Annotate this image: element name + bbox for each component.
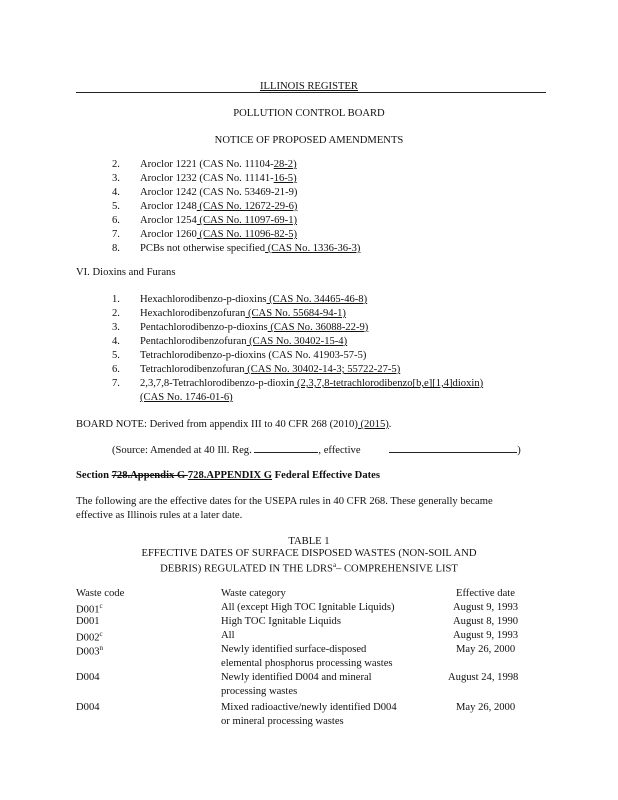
list-item: 4. Aroclor 1242 (CAS No. 53469-21-9) <box>112 187 298 198</box>
intro-line-2: effective as Illinois rules at a later date. <box>76 510 243 521</box>
register-title: ILLINOIS REGISTER <box>260 81 358 92</box>
intro-line-1: The following are the effective dates for the USEPA rules in 40 CFR 268. These generally became <box>76 496 493 507</box>
list-item: 6. Tetrachlorodibenzofuran (CAS No. 30402-14-3; 55722-27-5) <box>112 364 401 375</box>
cell-date: May 26, 2000 <box>456 702 516 713</box>
list-item: 3. Pentachlorodibenzo-p-dioxins (CAS No. 36088-22-9) <box>112 322 369 333</box>
header-waste-code: Waste code <box>76 588 125 599</box>
table-title-line-1: EFFECTIVE DATES OF SURFACE DISPOSED WASTES (NON-SOIL AND <box>141 548 477 559</box>
table-caption: TABLE 1 <box>288 536 330 547</box>
cell-code: D002$^c$ <box>76 630 103 644</box>
cell-category: Newly identified surface-disposed <box>221 644 367 655</box>
cell-code: D001$^c$ <box>76 602 103 616</box>
cell-date: August 24, 1998 <box>448 672 519 683</box>
list-item: 2. Aroclor 1221 (CAS No. 11104-28-2) <box>112 159 297 170</box>
list-item: 5. Aroclor 1248 (CAS No. 12672-29-6) <box>112 201 298 212</box>
board-title: POLLUTION CONTROL BOARD <box>233 108 385 119</box>
cell-code: D001 <box>76 616 100 627</box>
cell-date: August 9, 1993 <box>453 602 519 613</box>
section-vi-heading: VI. Dioxins and Furans <box>76 267 176 278</box>
list-item: 4. Pentachlorodibenzofuran (CAS No. 30402-15-4) <box>112 336 348 347</box>
cell-category-line-2: elemental phosphorus processing wastes <box>221 658 393 669</box>
cell-category: Newly identified D004 and mineral <box>221 672 372 683</box>
notice-title: NOTICE OF PROPOSED AMENDMENTS <box>214 135 404 146</box>
list-item: 7. Aroclor 1260 (CAS No. 11096-82-5) <box>112 229 298 240</box>
cell-date: May 26, 2000 <box>456 644 516 655</box>
cell-code: D004 <box>76 702 100 713</box>
source-note: (Source: Amended at 40 Ill. Reg. , effective ) <box>112 445 521 456</box>
list-item-continued: (CAS No. 1746-01-6) <box>140 392 233 403</box>
cell-date: August 9, 1993 <box>453 630 519 641</box>
cell-date: August 8, 1990 <box>453 616 519 627</box>
list-item: 3. Aroclor 1232 (CAS No. 11141-16-5) <box>112 173 297 184</box>
section-heading: Section 728.Appendix G 728.APPENDIX G Federal Effective Dates <box>76 470 380 481</box>
list-item: 8. PCBs not otherwise specified (CAS No. 1336-36-3) <box>112 243 361 254</box>
list-item: 1. Hexachlorodibenzo-p-dioxins (CAS No. 34465-46-8) <box>112 294 368 305</box>
list-item: 2. Hexachlorodibenzofuran (CAS No. 55684-94-1) <box>112 308 346 319</box>
table-title-line-2: DEBRIS) REGULATED IN THE LDRS$^a$– COMPREHENSIVE LIST <box>160 561 458 575</box>
cell-category: High TOC Ignitable Liquids <box>221 616 341 627</box>
cell-category-line-2: or mineral processing wastes <box>221 716 344 727</box>
list-item: 7. 2,3,7,8-Tetrachlorodibenzo-p-dioxin (2,3,7,8-tetrachlorodibenzo[b,e][1,4]dioxin) <box>112 378 484 389</box>
cell-code: D003$^n$ <box>76 644 104 658</box>
cell-category-line-2: processing wastes <box>221 686 298 697</box>
cell-category: Mixed radioactive/newly identified D004 <box>221 702 397 713</box>
header-waste-category: Waste category <box>221 588 286 599</box>
cell-category: All (except High TOC Ignitable Liquids) <box>221 602 395 613</box>
list-item: 6. Aroclor 1254 (CAS No. 11097-69-1) <box>112 215 298 226</box>
cell-category: All <box>221 630 235 641</box>
board-note: BOARD NOTE: Derived from appendix III to 40 CFR 268 (2010) (2015). <box>76 419 392 430</box>
cell-code: D004 <box>76 672 100 683</box>
header-effective-date: Effective date <box>456 588 515 599</box>
list-item: 5. Tetrachlorodibenzo-p-dioxins (CAS No. 41903-57-5) <box>112 350 367 361</box>
